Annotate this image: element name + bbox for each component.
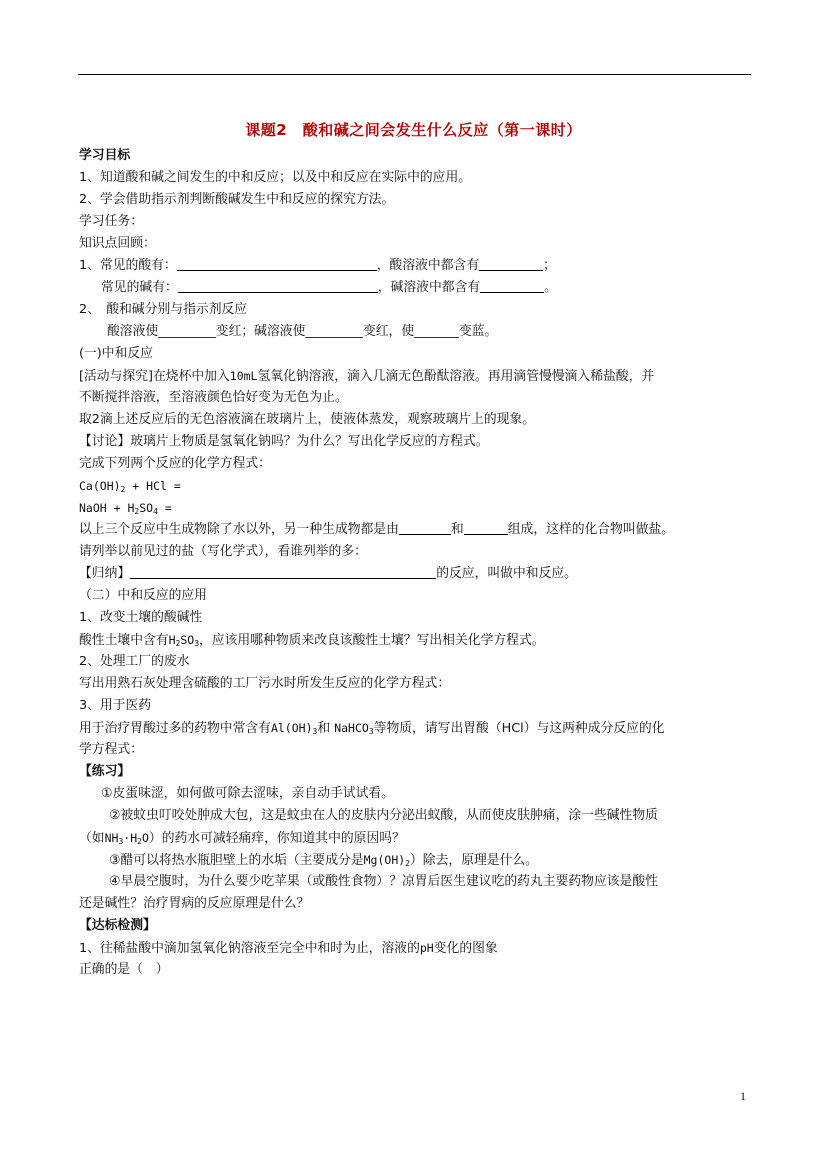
eq2-subscript-2: 4 [153,507,158,516]
app3-line-1 [79,717,751,739]
activity-text-a: [活动与探究]在烧杯中加入 [79,369,230,384]
acids-label: 1、常见的酸有： [79,258,177,273]
acids-blank [177,256,377,271]
check-heading: 【达标检测】 [79,918,156,933]
activity-line-1 [79,365,751,387]
check-1-line-1 [79,937,751,959]
salt-definition-line [79,519,751,541]
practice-3-formula-sub: 2 [405,859,410,868]
app1-heading: 1、改变土壤的酸碱性 [79,610,203,625]
section1-heading: (一)中和反应 [79,346,153,361]
acids-ion-blank [479,256,543,271]
salt-blank-1 [399,520,451,535]
section2-heading: （二）中和反应的应用 [79,588,207,603]
activity-line-2: 不断搅拌溶液，至溶液颜色恰好变为无色为止。 [79,390,348,405]
header-rule [78,74,751,75]
eq1-formula: Ca(OH) [79,479,121,493]
acids-end: ； [543,258,556,273]
check-1-text-a: 1、往稀盐酸中滴加氢氧化钠溶液至完全中和时为止，溶液的 [79,941,420,956]
app3-formula-2 [334,721,373,735]
indicator-line [79,321,751,343]
practice-2-formula-c: O [141,831,149,845]
app2-text: 写出用熟石灰处理含硫酸的工厂污水时所发生反应的化学方程式： [79,676,451,691]
indicator-blank-3: _______ [414,324,459,339]
summary-text: 的反应，叫做中和反应。 [436,566,577,581]
app3-line-2: 学方程式： [79,742,143,757]
practice-2-formula-sub2: 2 [137,837,142,846]
app3-formula-2-sub: 3 [368,727,374,736]
bases-end: 。 [544,280,557,295]
bases-label: 常见的碱有： [101,280,178,295]
app1-formula-sub: 2 [175,639,181,648]
complete-equations: 完成下列两个反应的化学方程式： [79,456,271,471]
practice-3-text-a: ③醋可以将热水瓶胆壁上的水垢（主要成分是 [109,853,364,868]
practice-1: ①皮蛋味涩，如何做可除去涩味，亲自动手试试看。 [101,786,395,801]
practice-2-formula-b: ·H [123,831,138,845]
practice-2-line-1: ②被蚊虫叮咬处肿成大包，这是蚊虫在人的皮肤内分泌出蚁酸，从而使皮肤肿痛，涂一些碱性物质 [109,808,658,823]
objective-2: 2、学会借助指示剂判断酸碱发生中和反应的探究方法。 [79,192,395,207]
app2-heading: 2、处理工厂的废水 [79,654,190,669]
practice-2-text-b: ）的药水可减轻痛痒，你知道其中的原因吗？ [148,831,405,846]
common-bases-line [79,277,751,299]
practice-2-formula [105,831,149,845]
list-salts-line: 请列举以前见过的盐（写化学式），看谁列举的多： [79,544,367,559]
app1-formula-a: H [168,633,176,647]
indicator-blank-2: _________ [305,324,363,339]
practice-3-text-b: ）除去，原理是什么。 [410,853,538,868]
app3-formula-1-a: Al(OH) [270,721,313,735]
salt-blank-2 [464,520,508,535]
practice-2-line-2 [79,827,751,849]
eq2-subscript-1: 2 [134,507,140,516]
eq2-formula-b: SO [139,501,154,515]
common-acids-line [79,255,751,277]
summary-blank [130,564,436,579]
equation-2 [79,497,751,519]
indicator-text-d: 变蓝。 [458,324,498,339]
salt-text-c: 组成，这样的化合物叫做盐。 [507,522,675,537]
salt-text-b: 和 [450,522,464,537]
app3-formula-1 [271,721,317,735]
summary-label: 【归纳】 [79,566,131,581]
activity-volume: 10mL [229,369,258,383]
eq1-subscript: 2 [120,485,126,494]
evaporate-line: 取2滴上述反应后的无色溶液滴在玻璃片上，使液体蒸发，观察玻璃片上的现象。 [79,412,536,427]
practice-3 [79,849,751,871]
indicator-text-a: 酸溶液使 [107,324,159,339]
eq2-formula-a: NaOH + H [79,501,135,515]
practice-heading: 【练习】 [79,764,131,779]
indicator-heading: 2、 酸和碱分别与指示剂反应 [79,302,248,317]
review-heading: 知识点回顾： [79,236,156,251]
activity-text-b: 氢氧化钠溶液，滴入几滴无色酚酞溶液。再用滴管慢慢滴入稀盐酸，并 [257,369,655,384]
app1-line [79,629,751,651]
bases-ion-blank [480,278,544,293]
eq2-rest: = [157,501,172,515]
practice-2-formula-a: NH [104,831,119,845]
eq1-rest: + HCl = [125,479,181,493]
page-title: 课题2 酸和碱之间会发生什么反应（第一课时） [245,121,582,139]
practice-2-text-a: （如 [79,831,105,846]
app3-heading: 3、用于医药 [79,698,152,713]
app3-formula-1-sub: 3 [312,727,318,736]
app1-formula [169,633,199,647]
practice-4-line-2: 还是碱性？治疗胃病的反应原理是什么？ [79,896,310,911]
bases-blank [178,278,378,293]
practice-2-formula-sub: 3 [118,837,124,846]
document-body [79,145,751,981]
objectives-heading: 学习目标 [79,148,131,163]
bases-ion-label: ，碱溶液中都含有 [377,280,481,295]
app1-formula-b: SO [180,633,195,647]
app1-text-b: ，应该用哪种物质来改良该酸性土壤？写出相关化学方程式。 [199,633,545,648]
app1-formula-sub2: 3 [194,639,200,648]
practice-4-line-1: ④早晨空腹时，为什么要少吃苹果（或酸性食物）？凉胃后医生建议吃的药丸主要药物应该是酸性 [109,874,658,889]
page-number: 1 [740,1089,746,1103]
app1-text-a: 酸性土壤中含有 [79,633,169,648]
app3-text-a: 用于治疗胃酸过多的药物中常含有 [79,721,271,736]
indicator-blank-1: _________ [158,324,216,339]
indicator-text-c: 变红，使 [362,324,415,339]
objective-1: 1、知道酸和碱之间发生的中和反应；以及中和反应在实际中的应用。 [79,170,472,185]
app3-text-b: 等物质，请写出胃酸（HCl）与这两种成分反应的化 [373,721,665,736]
acids-ion-label: ，酸溶液中都含有 [376,258,480,273]
app3-formula-2-a: NaHCO [334,721,369,735]
check-1-ph: pH [419,941,434,955]
check-1-text-b: 变化的图象 [433,941,498,956]
discussion-line: 【讨论】玻璃片上物质是氢氧化钠吗？为什么？写出化学反应的方程式。 [79,434,489,449]
salt-text-a: 以上三个反应中生成物除了水以外，另一种生成物都是由 [79,522,399,537]
summary-line [79,563,751,585]
practice-3-formula-a: Mg(OH) [363,853,406,867]
equation-1 [79,475,751,497]
app3-and: 和 [317,721,331,736]
check-1-line-2: 正确的是（ ） [79,962,169,977]
task-heading: 学习任务： [79,214,143,229]
indicator-text-b: 变红；碱溶液使 [215,324,306,339]
practice-3-formula [364,853,410,867]
